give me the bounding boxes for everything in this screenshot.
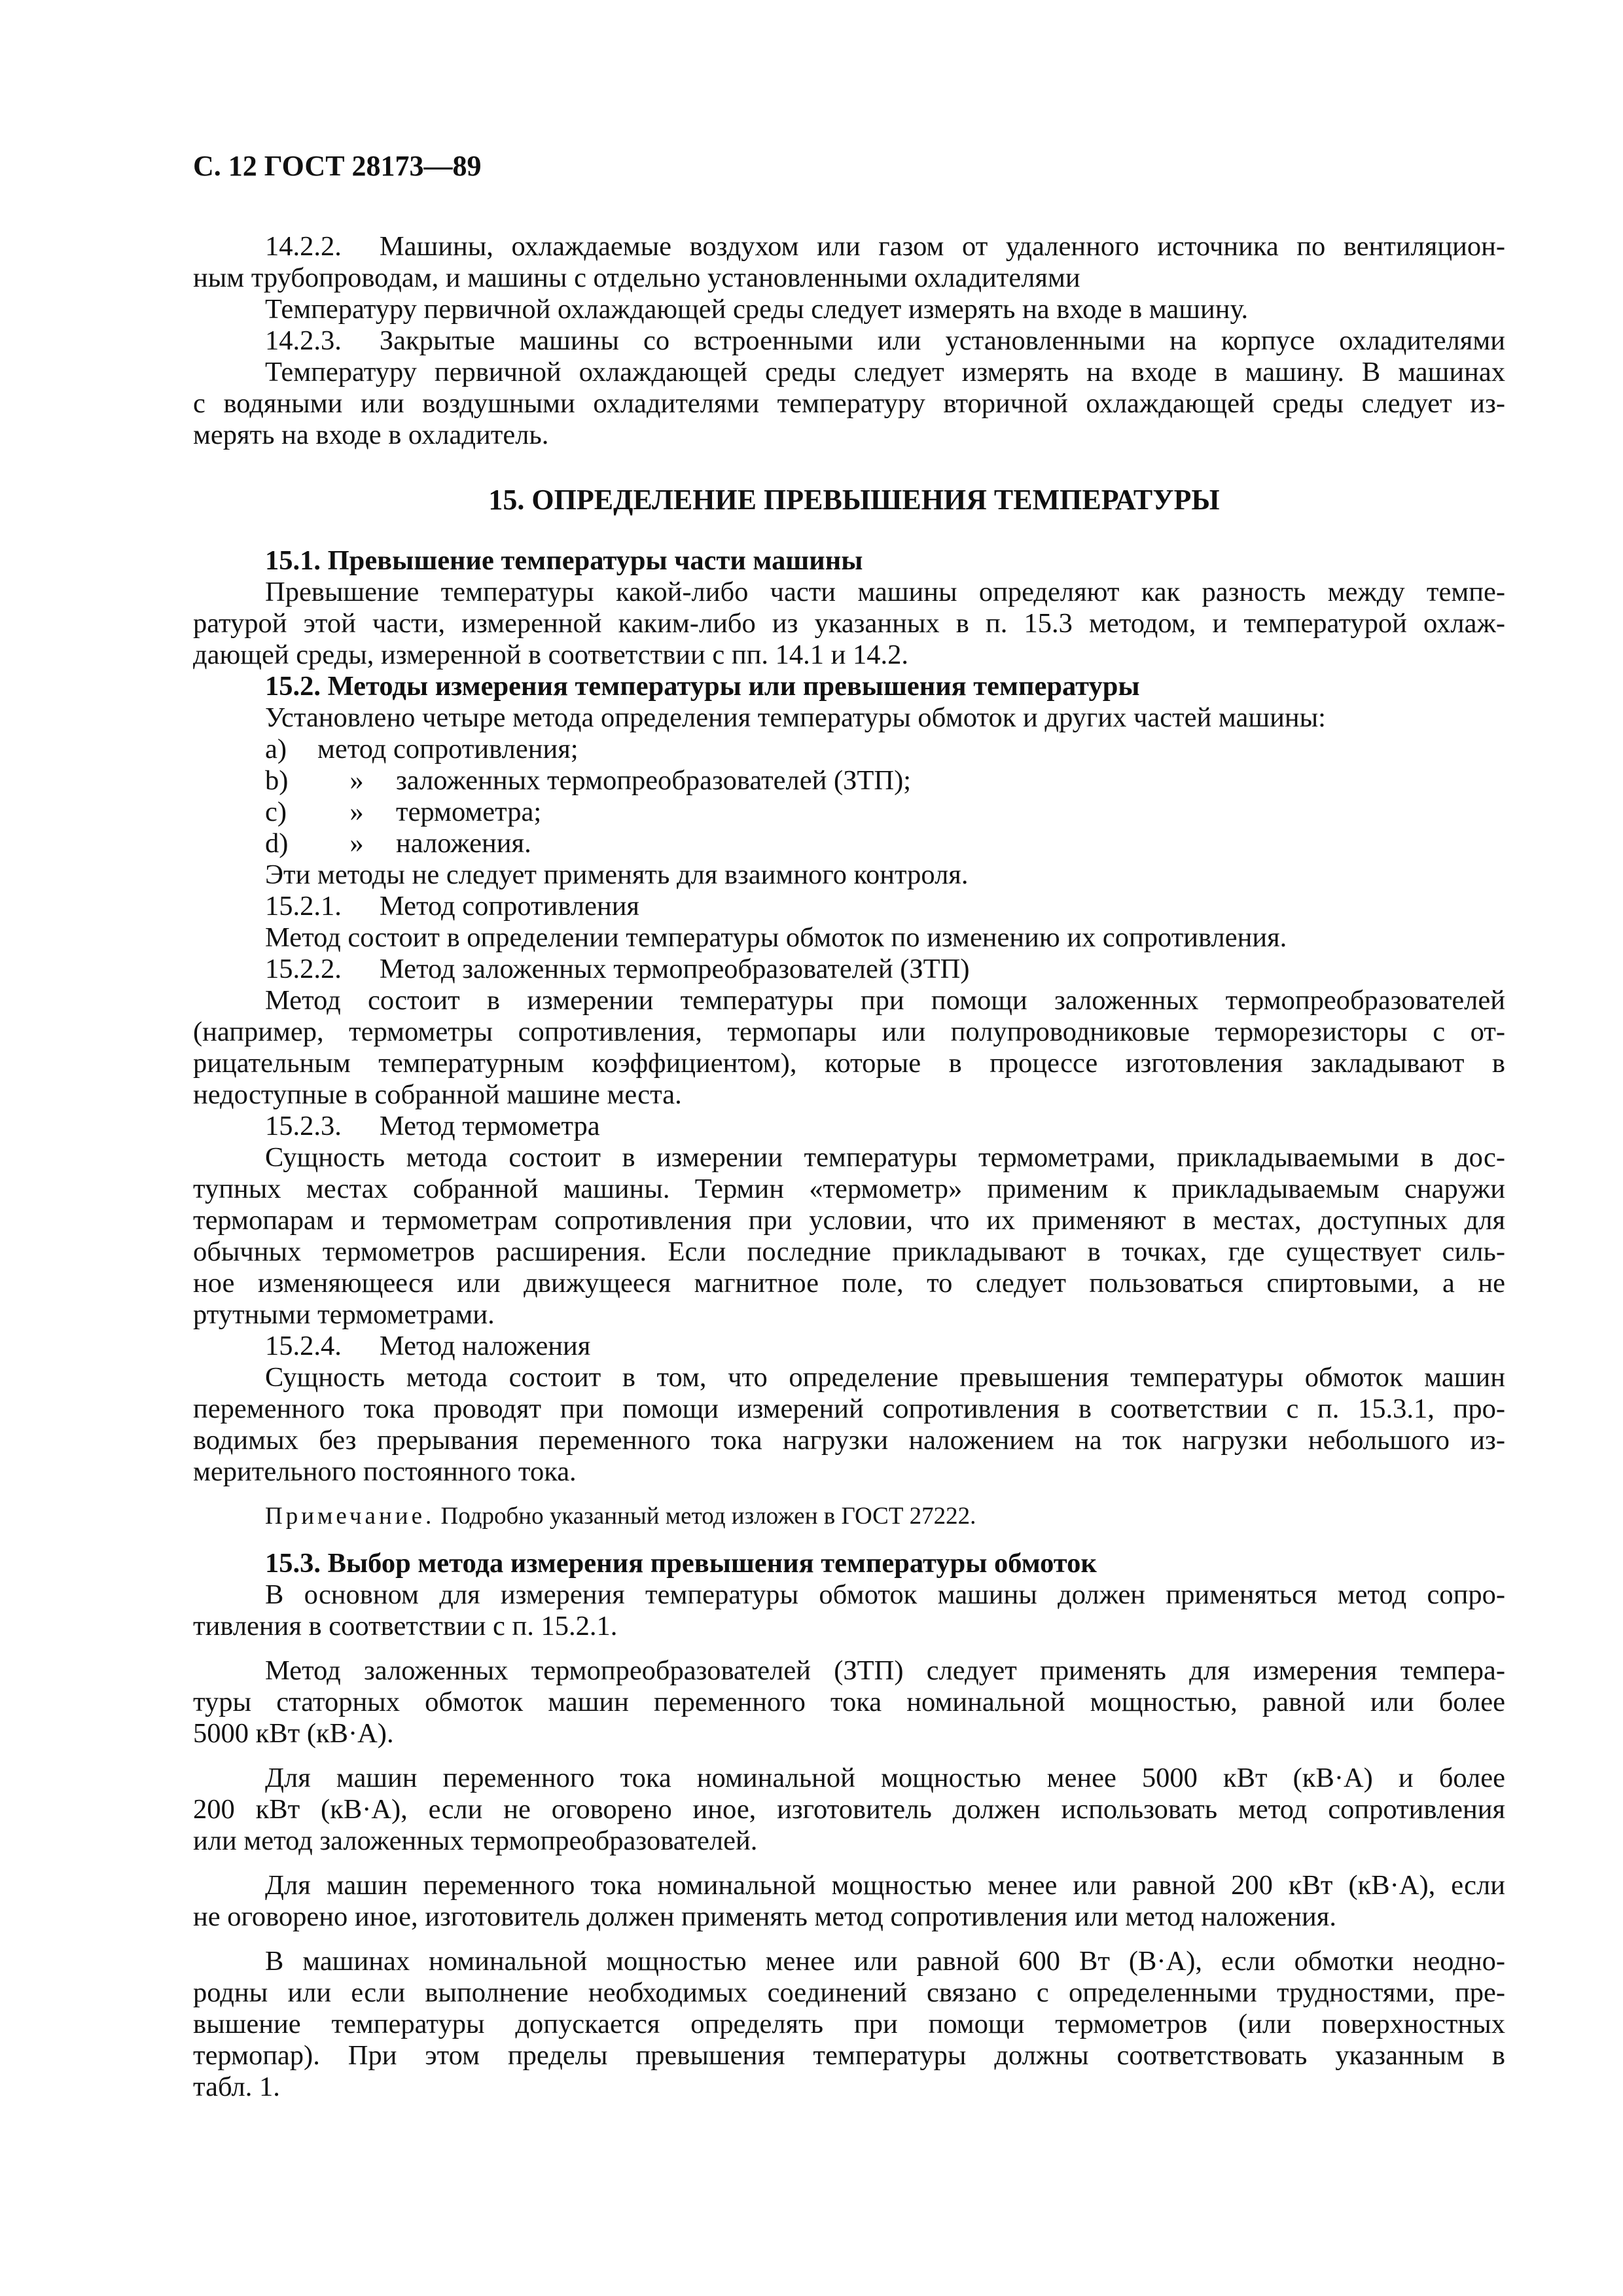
subsection-heading: 15.2. Методы измерения температуры или превышения температуры	[265, 671, 1140, 702]
paragraph-line: рицательным температурным коэффициентом), которые в процессе изготовления закладывают в	[193, 1048, 1505, 1079]
paragraph-line: Метод состоит в определении температуры обмоток по изменению их сопротивления.	[265, 922, 1287, 953]
paragraph-line: Сущность метода состоит в том, что определение превышения температуры обмоток машин	[265, 1362, 1505, 1393]
paragraph-14-2-3-line: 14.2.3. Закрытые машины со встроенными или установленными на корпусе охладителями	[265, 325, 1505, 356]
clause-title: 15.2.1. Метод сопротивления	[265, 891, 639, 922]
paragraph-line: 200 кВт (кВ·А), если не оговорено иное, изготовитель должен использовать метод сопротивления	[193, 1794, 1505, 1825]
paragraph-line: ратурой этой части, измеренной каким-либо из указанных в п. 15.3 методом, и температурой охлаж-	[193, 608, 1505, 639]
paragraph-line: не оговорено иное, изготовитель должен применять метод сопротивления или метод наложения.	[193, 1901, 1336, 1932]
paragraph-line: обычных термометров расширения. Если последние прикладывают в точках, где существует силь-	[193, 1236, 1505, 1267]
paragraph-line: переменного тока проводят при помощи измерений сопротивления в соответствии с п. 15.3.1, про-	[193, 1393, 1505, 1424]
paragraph-line: термопарам и термометрам сопротивления при условии, что их применяют в местах, доступных для	[193, 1205, 1505, 1236]
note-text: Подробно указанный метод изложен в ГОСТ 27222.	[440, 1503, 976, 1530]
paragraph-line: 5000 кВт (кВ·А).	[193, 1718, 394, 1749]
paragraph-line: (например, термометры сопротивления, термопары или полупроводниковые терморезисторы с от-	[193, 1016, 1505, 1047]
paragraph-line: Сущность метода состоит в измерении температуры термометрами, прикладываемыми в дос-	[265, 1142, 1505, 1173]
paragraph-line: дающей среды, измеренной в соответствии с пп. 14.1 и 14.2.	[193, 639, 909, 670]
list-item: d) » наложения.	[265, 828, 531, 859]
paragraph-line: Эти методы не следует применять для взаимного контроля.	[265, 859, 969, 890]
note	[265, 1504, 1505, 1528]
list-item: a) метод сопротивления;	[265, 734, 579, 764]
paragraph-line: родны или если выполнение необходимых соединений связано с определенными трудностями, пре-	[193, 1977, 1505, 2008]
paragraph-line: Установлено четыре метода определения температуры обмоток и других частей машины:	[265, 702, 1326, 733]
subsection-heading: 15.1. Превышение температуры части машины	[265, 545, 863, 576]
paragraph-line: недоступные в собранной машине места.	[193, 1079, 682, 1110]
list-item: b) » заложенных термопреобразователей (ЗТП);	[265, 765, 912, 796]
page-header: С. 12 ГОСТ 28173—89	[193, 150, 482, 182]
paragraph-line: табл. 1.	[193, 2072, 280, 2102]
paragraph-line: Для машин переменного тока номинальной мощностью менее или равной 200 кВт (кВ·А), если	[265, 1870, 1505, 1901]
paragraph-line: В машинах номинальной мощностью менее или равной 600 Вт (В·А), если обмотки неодно-	[265, 1946, 1505, 1977]
clause-title: 15.2.4. Метод наложения	[265, 1331, 591, 1361]
paragraph-line: Температуру первичной охлаждающей среды следует измерять на входе в машину. В машинах	[265, 357, 1505, 387]
clause-title: 15.2.3. Метод термометра	[265, 1111, 600, 1141]
paragraph-line: Метод состоит в измерении температуры при помощи заложенных термопреобразователей	[265, 985, 1505, 1016]
paragraph-line: тупных местах собранной машины. Термин «термометр» применим к прикладываемым снаружи	[193, 1174, 1505, 1204]
paragraph-line: ным трубопроводам, и машины с отдельно установленными охладителями	[193, 262, 1080, 293]
paragraph-14-2-2-line: 14.2.2. Машины, охлаждаемые воздухом или газом от удаленного источника по вентиляцион-	[265, 231, 1505, 262]
paragraph-line: Для машин переменного тока номинальной мощностью менее 5000 кВт (кВ·А) и более	[265, 1763, 1505, 1793]
paragraph-line: мерительного постоянного тока.	[193, 1456, 577, 1487]
paragraph-line: ное изменяющееся или движущееся магнитное поле, то следует пользоваться спиртовыми, а не	[193, 1268, 1505, 1299]
clause-number: 14.2.3.	[265, 325, 342, 356]
list-item: c) » термометра;	[265, 797, 542, 827]
paragraph-line: ртутными термометрами.	[193, 1299, 495, 1330]
paragraph-line: Метод заложенных термопреобразователей (ЗТП) следует применять для измерения темпера-	[265, 1655, 1505, 1686]
paragraph-line: или метод заложенных термопреобразователей.	[193, 1825, 758, 1856]
paragraph-line: термопар). При этом пределы превышения температуры должны соответствовать указанным в	[193, 2040, 1505, 2071]
paragraph-line: Температуру первичной охлаждающей среды следует измерять на входе в машину.	[265, 294, 1249, 325]
paragraph-line: мерять на входе в охладитель.	[193, 420, 549, 450]
clause-title: 15.2.2. Метод заложенных термопреобразователей (ЗТП)	[265, 954, 970, 984]
paragraph-line: тивления в соответствии с п. 15.2.1.	[193, 1611, 618, 1641]
paragraph-line: водимых без прерывания переменного тока нагрузки наложением на ток нагрузки небольшого из-	[193, 1425, 1505, 1456]
clause-number: 14.2.2.	[265, 231, 342, 262]
paragraph-line: с водяными или воздушными охладителями температуру вторичной охлаждающей среды следует из-	[193, 388, 1505, 419]
paragraph-line: вышение температуры допускается определять при помощи термометров (или поверхностных	[193, 2009, 1505, 2039]
paragraph-line: В основном для измерения температуры обмоток машины должен применяться метод сопро-	[265, 1579, 1505, 1610]
note-label: Примечание.	[265, 1503, 435, 1530]
paragraph-line: туры статорных обмоток машин переменного тока номинальной мощностью, равной или более	[193, 1687, 1505, 1717]
section-heading: 15. ОПРЕДЕЛЕНИЕ ПРЕВЫШЕНИЯ ТЕМПЕРАТУРЫ	[488, 484, 1220, 516]
paragraph-line: Превышение температуры какой-либо части машины определяют как разность между темпе-	[265, 577, 1505, 607]
subsection-heading: 15.3. Выбор метода измерения превышения температуры обмоток	[265, 1548, 1097, 1579]
